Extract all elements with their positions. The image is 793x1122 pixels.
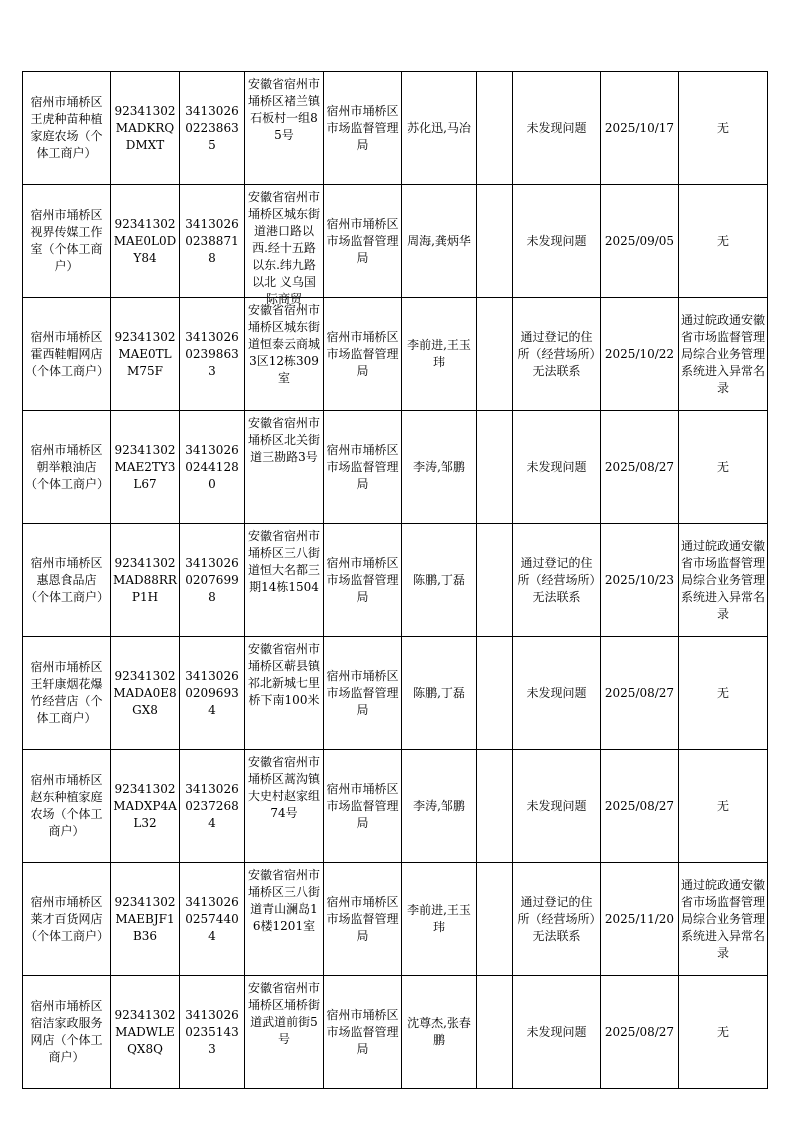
date-cell: 2025/10/22 [601,298,679,411]
inspectors-cell: 苏化迅,马冶 [402,72,477,185]
result-cell: 未发现问题 [513,750,601,863]
address-cell [245,411,324,524]
handling-cell: 无 [679,185,768,298]
registration-number-cell: 341302602441280 [180,411,245,524]
blank-cell [477,863,513,976]
inspectors-cell: 李前进,王玉玮 [402,298,477,411]
address-text: 安徽省宿州市埇桥区埇桥街道武道前街5号 [247,980,320,1046]
credit-code-cell: 92341302MAEBJF1B36 [111,863,180,976]
table-row [23,524,768,637]
registration-number-cell: 341302602372684 [180,750,245,863]
address-text: 安徽省宿州市埇桥区蒿沟镇大史村赵家组74号 [247,754,320,820]
address-text: 安徽省宿州市埇桥区城东街道港口路以西.经十五路以东.纬九路以北 义乌国际商贸 [247,189,320,306]
date-cell: 2025/08/27 [601,637,679,750]
credit-code-cell: 92341302MAE0L0DY84 [111,185,180,298]
authority-cell: 宿州市埇桥区市场监督管理局 [324,298,402,411]
business-name-cell: 宿州市埇桥区王轩康烟花爆竹经营店（个体工商户） [23,637,111,750]
inspectors-cell: 周海,龚炳华 [402,185,477,298]
address-text: 安徽省宿州市埇桥区蕲县镇祁北新城七里桥下南100米 [247,641,320,707]
address-cell [245,524,324,637]
table-row [23,750,768,863]
authority-cell: 宿州市埇桥区市场监督管理局 [324,637,402,750]
inspectors-cell: 李涛,邹鹏 [402,750,477,863]
address-text: 安徽省宿州市埇桥区三八街道恒大名都三期14栋1504 [247,528,320,594]
inspectors-cell: 陈鹏,丁磊 [402,637,477,750]
address-text: 安徽省宿州市埇桥区褚兰镇石板村一组85号 [247,76,320,142]
authority-cell: 宿州市埇桥区市场监督管理局 [324,976,402,1089]
table-row [23,411,768,524]
address-text: 安徽省宿州市埇桥区三八街道青山澜岛16楼1201室 [247,867,320,933]
business-name-cell: 宿州市埇桥区宿洁家政服务网店（个体工商户） [23,976,111,1089]
registration-number-cell: 341302602351433 [180,976,245,1089]
registration-number-cell: 341302602238635 [180,72,245,185]
registration-number-cell: 341302602096934 [180,637,245,750]
registration-number-cell: 341302602398633 [180,298,245,411]
address-text: 安徽省宿州市埇桥区北关街道三勘路3号 [247,415,320,464]
table-row [23,185,768,298]
inspectors-cell: 陈鹏,丁磊 [402,524,477,637]
blank-cell [477,637,513,750]
credit-code-cell: 92341302MADXP4AL32 [111,750,180,863]
authority-cell: 宿州市埇桥区市场监督管理局 [324,72,402,185]
address-cell [245,976,324,1089]
registration-number-cell: 341302602574404 [180,863,245,976]
blank-cell [477,976,513,1089]
authority-cell: 宿州市埇桥区市场监督管理局 [324,750,402,863]
date-cell: 2025/10/17 [601,72,679,185]
authority-cell: 宿州市埇桥区市场监督管理局 [324,411,402,524]
table-row [23,637,768,750]
blank-cell [477,411,513,524]
credit-code-cell: 92341302MADA0E8GX8 [111,637,180,750]
date-cell: 2025/08/27 [601,411,679,524]
handling-cell: 无 [679,72,768,185]
date-cell: 2025/08/27 [601,750,679,863]
result-cell: 通过登记的住所（经营场所）无法联系 [513,298,601,411]
handling-cell: 无 [679,637,768,750]
address-cell [245,863,324,976]
registration-number-cell: 341302602388718 [180,185,245,298]
address-cell [245,298,324,411]
address-cell [245,750,324,863]
blank-cell [477,298,513,411]
result-cell: 未发现问题 [513,637,601,750]
credit-code-cell: 92341302MAE2TY3L67 [111,411,180,524]
result-cell: 未发现问题 [513,72,601,185]
result-cell: 未发现问题 [513,411,601,524]
authority-cell: 宿州市埇桥区市场监督管理局 [324,863,402,976]
handling-cell: 通过皖政通安徽省市场监督管理局综合业务管理系统进入异常名录 [679,863,768,976]
business-name-cell: 宿州市埇桥区视界传媒工作室（个体工商户） [23,185,111,298]
address-cell [245,637,324,750]
authority-cell: 宿州市埇桥区市场监督管理局 [324,524,402,637]
table-row [23,976,768,1089]
table-row [23,72,768,185]
address-cell [245,72,324,185]
handling-cell: 无 [679,411,768,524]
table-row [23,298,768,411]
result-cell: 未发现问题 [513,185,601,298]
business-name-cell: 宿州市埇桥区莱才百货网店（个体工商户） [23,863,111,976]
credit-code-cell: 92341302MADWLEQX8Q [111,976,180,1089]
table-body [23,72,768,1089]
date-cell: 2025/11/20 [601,863,679,976]
blank-cell [477,750,513,863]
table-row [23,863,768,976]
address-cell [245,185,324,306]
blank-cell [477,72,513,185]
inspectors-cell: 沈尊杰,张春鹏 [402,976,477,1089]
handling-cell: 通过皖政通安徽省市场监督管理局综合业务管理系统进入异常名录 [679,298,768,411]
business-name-cell: 宿州市埇桥区赵东种植家庭农场（个体工商户） [23,750,111,863]
handling-cell: 无 [679,750,768,863]
authority-cell: 宿州市埇桥区市场监督管理局 [324,185,402,298]
result-cell: 通过登记的住所（经营场所）无法联系 [513,524,601,637]
inspectors-cell: 李涛,邹鹏 [402,411,477,524]
business-name-cell: 宿州市埇桥区朝举粮油店（个体工商户） [23,411,111,524]
result-cell: 通过登记的住所（经营场所）无法联系 [513,863,601,976]
registration-number-cell: 341302602076998 [180,524,245,637]
business-name-cell: 宿州市埇桥区惠恩食品店（个体工商户） [23,524,111,637]
blank-cell [477,185,513,298]
credit-code-cell: 92341302MAD88RRP1H [111,524,180,637]
blank-cell [477,524,513,637]
business-name-cell: 宿州市埇桥区霍西鞋帽网店（个体工商户） [23,298,111,411]
inspection-results-table [22,71,768,1089]
credit-code-cell: 92341302MADKRQDMXT [111,72,180,185]
business-name-cell: 宿州市埇桥区王虎种苗种植家庭农场（个体工商户） [23,72,111,185]
date-cell: 2025/10/23 [601,524,679,637]
inspectors-cell: 李前进,王玉玮 [402,863,477,976]
date-cell: 2025/08/27 [601,976,679,1089]
result-cell: 未发现问题 [513,976,601,1089]
address-text: 安徽省宿州市埇桥区城东街道恒泰云商城3区12栋309室 [247,302,320,385]
handling-cell: 无 [679,976,768,1089]
date-cell: 2025/09/05 [601,185,679,298]
handling-cell: 通过皖政通安徽省市场监督管理局综合业务管理系统进入异常名录 [679,524,768,637]
credit-code-cell: 92341302MAE0TLM75F [111,298,180,411]
